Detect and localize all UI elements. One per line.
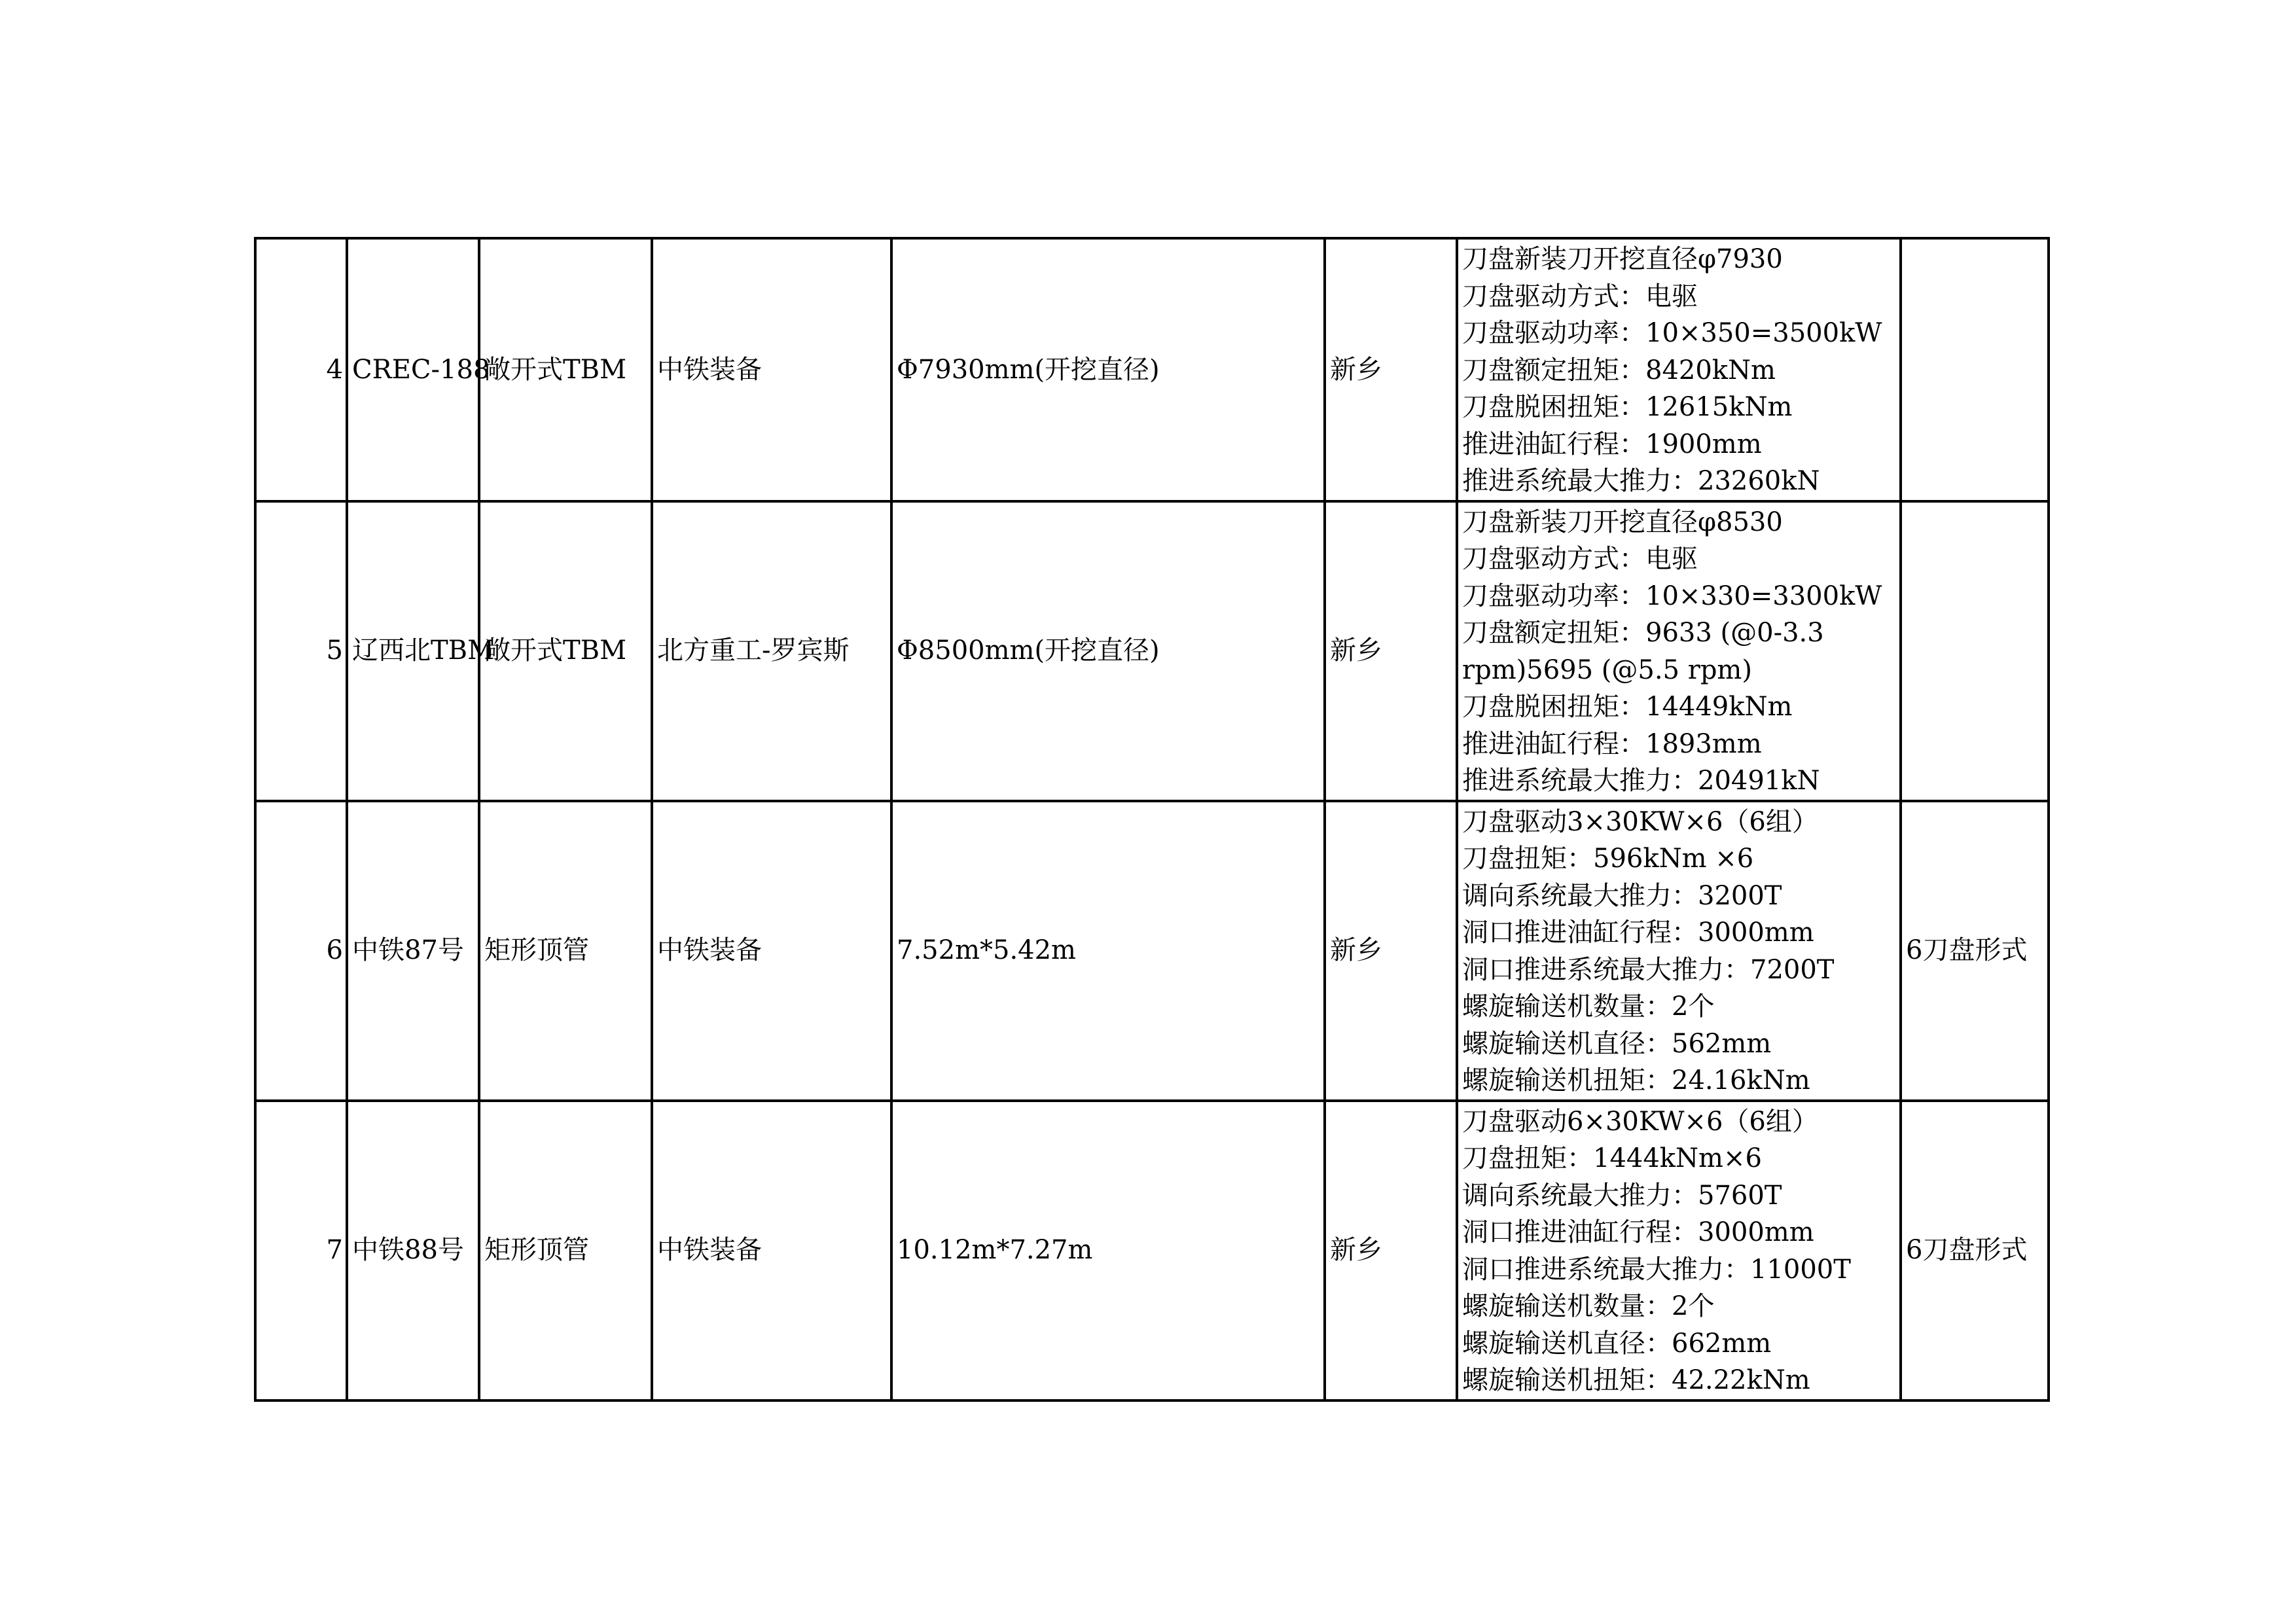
spec-line: 洞口推进系统最大推力：7200T xyxy=(1462,954,1835,985)
table-row xyxy=(255,501,2049,801)
table-row xyxy=(255,1101,2049,1400)
spec-line: 刀盘驱动方式：电驱 xyxy=(1462,544,1698,574)
machine-name: 辽西北TBM xyxy=(347,501,479,801)
remark xyxy=(1901,238,2049,501)
spec-line: 刀盘额定扭矩：8420kNm xyxy=(1462,355,1776,385)
spec-list xyxy=(1457,238,1901,501)
spec-line: 刀盘新装刀开挖直径φ8530 xyxy=(1462,507,1783,537)
spec-line: 刀盘扭矩：596kNm ×6 xyxy=(1462,844,1754,874)
spec-line: 刀盘驱动功率：10×330=3300kW xyxy=(1462,580,1882,611)
remark: 6刀盘形式 xyxy=(1901,801,2049,1101)
manufacturer: 中铁装备 xyxy=(652,801,891,1101)
machine-name: CREC-188 xyxy=(347,238,479,501)
spec-line: 刀盘额定扭矩：9633 (@0-3.3 rpm)5695 (@5.5 rpm) xyxy=(1462,618,1824,685)
remark xyxy=(1901,501,2049,801)
table-row xyxy=(255,801,2049,1101)
spec-line: 洞口推进油缸行程：3000mm xyxy=(1462,918,1814,948)
location: 新乡 xyxy=(1325,1101,1457,1400)
location: 新乡 xyxy=(1325,801,1457,1101)
spec-line: 刀盘驱动3×30KW×6（6组） xyxy=(1462,806,1818,837)
spec-line: 螺旋输送机扭矩：42.22kNm xyxy=(1462,1365,1810,1395)
dimension: 7.52m*5.42m xyxy=(891,801,1325,1101)
machine-name: 中铁87号 xyxy=(347,801,479,1101)
table-row xyxy=(255,238,2049,501)
spec-line: 洞口推进油缸行程：3000mm xyxy=(1462,1217,1814,1247)
machine-type: 矩形顶管 xyxy=(479,1101,652,1400)
dimension: 10.12m*7.27m xyxy=(891,1101,1325,1400)
machine-type: 矩形顶管 xyxy=(479,801,652,1101)
spec-line: 螺旋输送机直径：562mm xyxy=(1462,1028,1772,1059)
dimension: Φ8500mm(开挖直径) xyxy=(891,501,1325,801)
row-number: 6 xyxy=(255,801,347,1101)
remark: 6刀盘形式 xyxy=(1901,1101,2049,1400)
spec-line: 推进油缸行程：1893mm xyxy=(1462,728,1762,759)
machine-type: 敞开式TBM xyxy=(479,238,652,501)
spec-line: 刀盘新装刀开挖直径φ7930 xyxy=(1462,244,1783,274)
row-number: 4 xyxy=(255,238,347,501)
spec-line: 刀盘扭矩：1444kNm×6 xyxy=(1462,1143,1762,1173)
machine-name: 中铁88号 xyxy=(347,1101,479,1400)
row-number: 5 xyxy=(255,501,347,801)
spec-list xyxy=(1457,801,1901,1101)
spec-list xyxy=(1457,1101,1901,1400)
location: 新乡 xyxy=(1325,238,1457,501)
spec-line: 螺旋输送机数量：2个 xyxy=(1462,1291,1715,1321)
equipment-table xyxy=(254,237,2050,1402)
spec-line: 调向系统最大推力：5760T xyxy=(1462,1180,1782,1211)
spec-line: 调向系统最大推力：3200T xyxy=(1462,880,1782,911)
spec-line: 刀盘脱困扭矩：14449kNm xyxy=(1462,692,1793,722)
spec-line: 推进系统最大推力：23260kN xyxy=(1462,466,1820,496)
spec-line: 螺旋输送机直径：662mm xyxy=(1462,1328,1772,1359)
spec-line: 洞口推进系统最大推力：11000T xyxy=(1462,1254,1851,1285)
spec-line: 刀盘驱动方式：电驱 xyxy=(1462,281,1698,312)
dimension: Φ7930mm(开挖直径) xyxy=(891,238,1325,501)
spec-line: 螺旋输送机扭矩：24.16kNm xyxy=(1462,1065,1810,1096)
spec-line: 刀盘脱困扭矩：12615kNm xyxy=(1462,392,1793,422)
spec-line: 推进油缸行程：1900mm xyxy=(1462,429,1762,459)
location: 新乡 xyxy=(1325,501,1457,801)
manufacturer: 中铁装备 xyxy=(652,1101,891,1400)
manufacturer: 北方重工-罗宾斯 xyxy=(652,501,891,801)
machine-type: 敞开式TBM xyxy=(479,501,652,801)
spec-line: 推进系统最大推力：20491kN xyxy=(1462,766,1820,796)
manufacturer: 中铁装备 xyxy=(652,238,891,501)
row-number: 7 xyxy=(255,1101,347,1400)
spec-list xyxy=(1457,501,1901,801)
spec-line: 刀盘驱动功率：10×350=3500kW xyxy=(1462,318,1882,348)
spec-line: 螺旋输送机数量：2个 xyxy=(1462,991,1715,1022)
spec-line: 刀盘驱动6×30KW×6（6组） xyxy=(1462,1106,1818,1137)
